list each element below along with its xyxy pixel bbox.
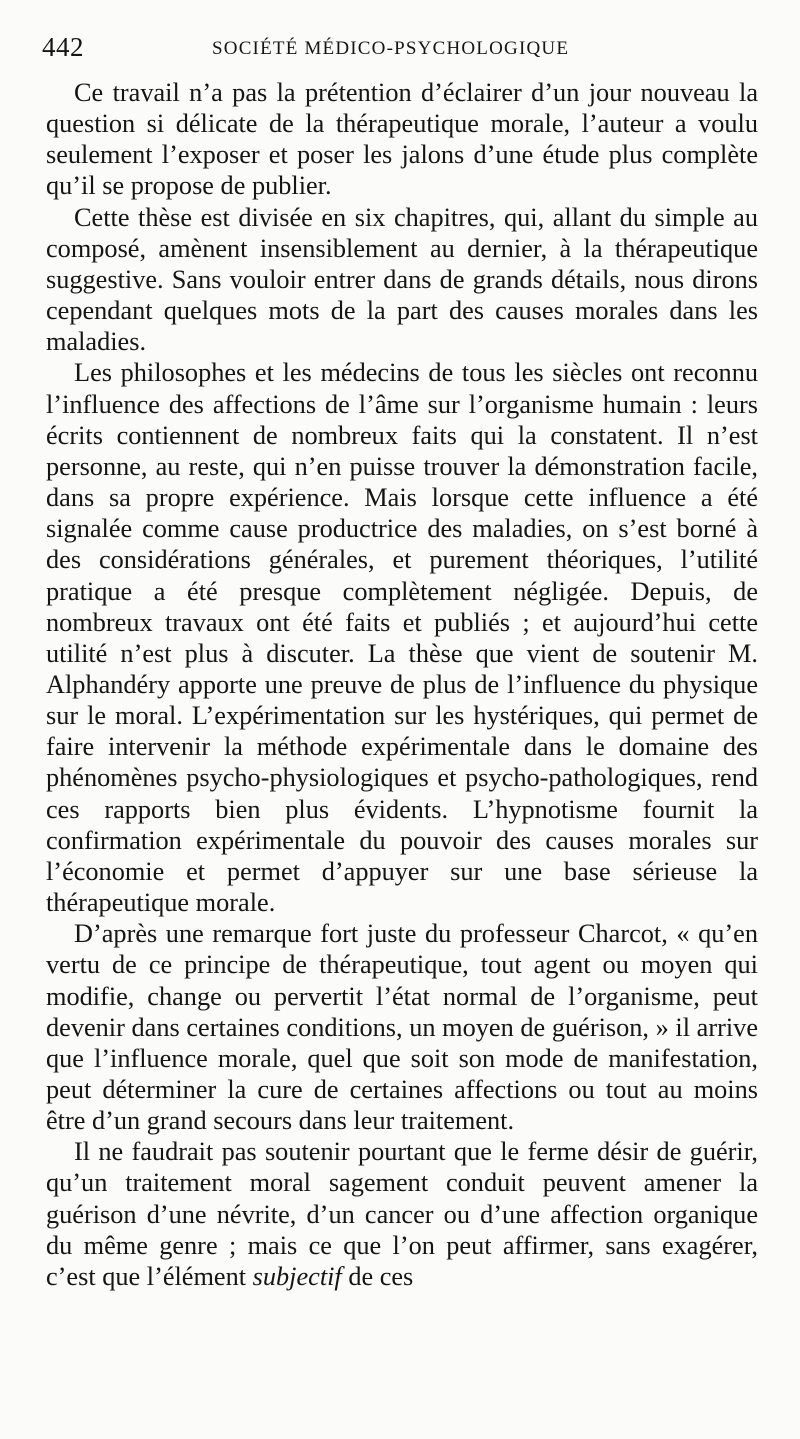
paragraph: Ce travail n’a pas la prétention d’éclairer d’un jour nouveau la question si délicate de la thérapeutique morale, l’auteur a voulu seulement l’exposer et poser les jalons d’une étude plus complète qu’il se propose de publier. [46,78,758,201]
body-text [46,77,758,1292]
page-number: 442 [42,32,84,62]
paragraph [46,1136,758,1292]
paragraph-text-start: Il ne faudrait pas soutenir pourtant que le ferme désir de guérir, qu’un traitement moral sagement conduit peuvent amener la guérison d’une névrite, d’un cancer ou d’une affection organique du même genre ; mais ce que l’on peut affirmer, sans exagérer, c’est que l’élément [46,1137,758,1291]
paragraph: D’après une remarque fort juste du professeur Charcot, « qu’en vertu de ce principe de thérapeutique, tout agent ou moyen qui modifie, change ou pervertit l’état normal de l’organisme, peut devenir dans certaines conditions, un moyen de guérison, » il arrive que l’influence morale, quel que soit son mode de manifestation, peut déterminer la cure de certaines affections ou tout au moins être d’un grand secours dans leur traitement. [46,919,758,1136]
running-head: SOCIÉTÉ MÉDICO-PSYCHOLOGIQUE [212,38,570,59]
paragraph: Cette thèse est divisée en six chapitres, qui, allant du simple au composé, amènent insensiblement au dernier, à la thérapeutique suggestive. Sans vouloir entrer dans de grands détails, nous dirons cependant quelques mots de la part des causes morales dans les maladies. [46,202,758,357]
paragraph: Les philosophes et les médecins de tous les siècles ont reconnu l’influence des affections de l’âme sur l’organisme humain : leurs écrits contiennent de nombreux faits qui la constatent. Il n’est personne, au reste, qui n’en puisse trouver la démonstration facile, dans sa propre expérience. Mais lorsque cette influence a été signalée comme cause productrice des maladies, on s’est borné à des considérations générales, et purement théoriques, l’utilité pratique a été presque complètement négligée. Depuis, de nombreux travaux ont été faits et publiés ; et aujourd’hui cette utilité n’est plus à discuter. La thèse que vient de soutenir M. Alphandéry apporte une preuve de plus de l’influence du physique sur le moral. L’expérimentation sur les hystériques, qui permet de faire intervenir la méthode expérimentale dans le domaine des phénomènes psycho-physiologiques et psycho-pathologiques, rend ces rapports bien plus évidents. L’hypnotisme fournit la confirmation expérimentale du pouvoir des causes morales sur l’économie et permet d’appuyer sur une base sérieuse la thérapeutique morale. [46,358,758,918]
emphasized-word: subjectif [252,1261,342,1291]
paragraph-text-end: de ces [341,1261,414,1291]
page-header [42,28,760,68]
